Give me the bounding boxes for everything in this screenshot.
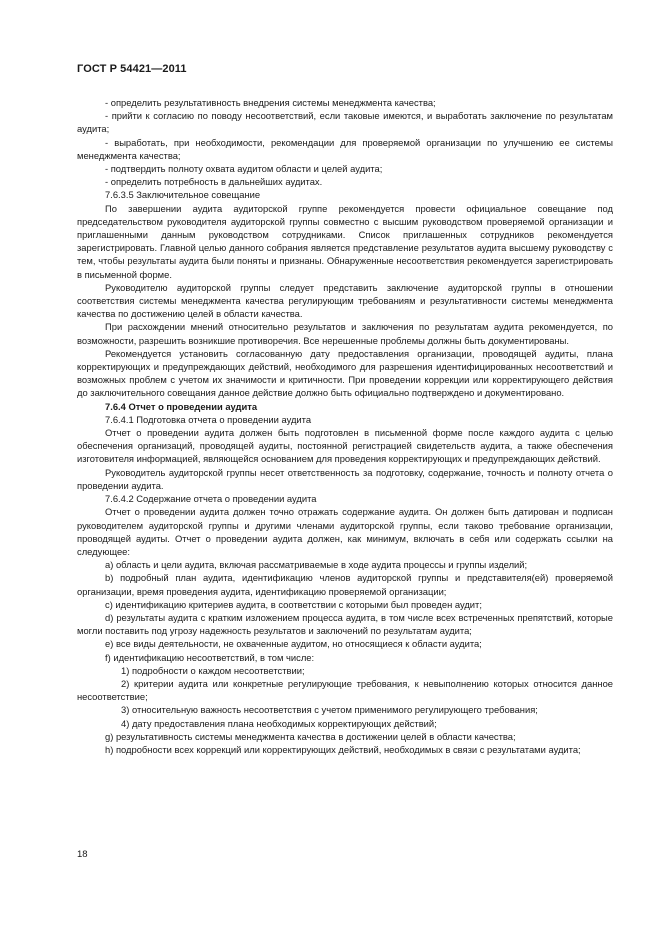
paragraph: 3) относительную важность несоответствия с учетом применимого регулирующего требования; bbox=[121, 704, 538, 716]
paragraph: - прийти к согласию по поводу несоответствий, если таковые имеются, и выработать заключение по результатам аудита; bbox=[77, 110, 613, 135]
page-number: 18 bbox=[77, 849, 88, 860]
paragraph: d) результаты аудита с кратким изложением процесса аудита, в том числе всех встреченных препятствий, которые могли поставить под угрозу надежность результатов и заключений по результатам аудита; bbox=[77, 611, 613, 637]
paragraph: 4) дату предоставления плана необходимых корректирующих действий; bbox=[121, 717, 437, 729]
paragraph: - определить результативность внедрения системы менеджмента качества; bbox=[105, 97, 436, 108]
paragraph: Отчет о проведении аудита должен быть подготовлен в письменной форме после каждого аудита с целью обеспечения организаций, проводящей аудиты, постоянной регистрацией свидетельств аудита, а также обеспечения изготовителя информацией, являющейся основанием для проведения корректирующих и предупреждающих действий. bbox=[77, 427, 613, 465]
paragraph: b) подробный план аудита, идентификацию членов аудиторской группы и представителя(ей) проверяемой организации, время проведения аудита, идентификацию проверяемой организации; bbox=[77, 572, 613, 597]
paragraph: По завершении аудита аудиторской группе рекомендуется провести официальное совещание под председательством руководителя аудиторской группы совместно с высшим руководством проверяемой организации и приглашенными данным руководством сотрудниками. Список приглашенных сотрудников рекомендуется зарегистрировать. Главной целью данного собрания является представление результатов аудита высшему руководству с тем, чтобы результаты аудита были поняты и признаны. Обнаруженные несоответствия рекомендуется зарегистрировать в письменной форме. bbox=[77, 202, 613, 280]
paragraph: Рекомендуется установить согласованную дату предоставления организации, проводящей аудиты, плана корректирующих и предупреждающих действий, необходимого для разрешения идентифицированных несоответствий и возможных проблем с учетом их значимости и критичности. При проведении коррекции или корректирующего действия до заключительного совещания данное действие должно быть официально подтверждено и документировано. bbox=[77, 347, 613, 399]
paragraph: 2) критерии аудита или конкретные регулирующие требования, к невыполнению которых относится данное несоответствие; bbox=[77, 677, 613, 703]
document-body bbox=[77, 96, 613, 756]
paragraph: Руководителю аудиторской группы следует представить заключение аудиторской группы в отношении соответствия системы менеджмента качества регулирующим требованиям и результативности системы менеджмента качества по достижению целей в области качества. bbox=[77, 281, 613, 320]
paragraph: 7.6.4.2 Содержание отчета о проведении аудита bbox=[105, 493, 317, 505]
paragraph: 7.6.3.5 Заключительное совещание bbox=[105, 189, 261, 201]
document-header: ГОСТ Р 54421—2011 bbox=[77, 63, 187, 75]
paragraph: При расхождении мнений относительно результатов и заключения по результатам аудита рекомендуется, по возможности, разрешить возникшие противоречия. Все нерешенные проблемы должны быть документированы. bbox=[77, 321, 613, 346]
paragraph: h) подробности всех коррекций или корректирующих действий, необходимых в связи с результатами аудита; bbox=[105, 743, 581, 755]
paragraph: Отчет о проведении аудита должен точно отражать содержание аудита. Он должен быть датирован и подписан руководителем аудиторской группы и другими членами аудиторской группы, если таково требование организации, проводящей аудиты. Отчет о проведении аудита должен, как минимум, включать в себя или содержать ссылки на следующее: bbox=[77, 506, 613, 557]
paragraph: g) результативность системы менеджмента качества в достижении целей в области качества; bbox=[105, 730, 516, 742]
paragraph: c) идентификацию критериев аудита, в соответствии с которыми был проведен аудит; bbox=[105, 598, 482, 610]
paragraph: 7.6.4.1 Подготовка отчета о проведении аудита bbox=[105, 413, 312, 425]
paragraph: 1) подробности о каждом несоответствии; bbox=[121, 664, 305, 676]
paragraph: - определить потребность в дальнейших аудитах. bbox=[105, 176, 323, 188]
paragraph: f) идентификацию несоответствий, в том числе: bbox=[105, 651, 315, 663]
paragraph: a) область и цели аудита, включая рассматриваемые в ходе аудита процессы и группы изделий; bbox=[105, 559, 528, 571]
paragraph: e) все виды деятельности, не охваченные аудитом, но относящиеся к области аудита; bbox=[105, 638, 482, 650]
section-heading: 7.6.4 Отчет о проведении аудита bbox=[105, 400, 258, 412]
paragraph: - подтвердить полноту охвата аудитом области и целей аудита; bbox=[105, 163, 383, 175]
paragraph: - выработать, при необходимости, рекомендации для проверяемой организации по улучшению ее системы менеджмента качества; bbox=[77, 136, 613, 161]
paragraph: Руководитель аудиторской группы несет ответственность за подготовку, содержание, точность и полноту отчета о проведении аудита. bbox=[77, 466, 613, 491]
